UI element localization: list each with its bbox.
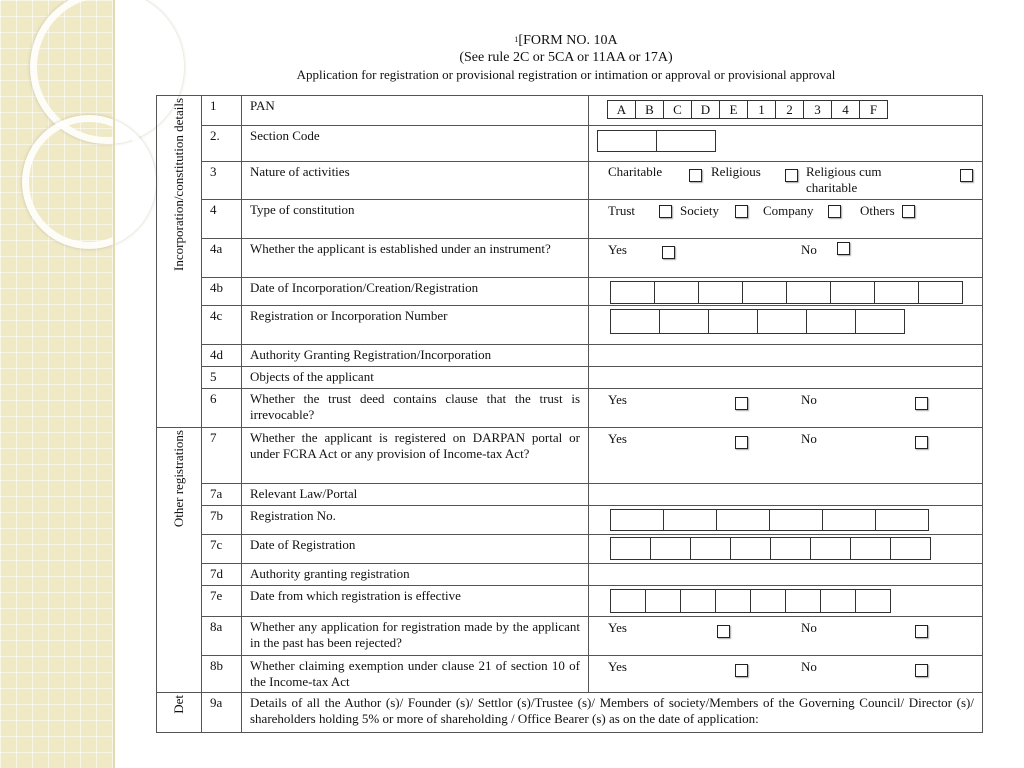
checkbox-religious-charitable[interactable] — [960, 169, 973, 182]
footnote-marker: 1 — [514, 35, 519, 44]
row-number: 1 — [202, 96, 242, 126]
yes-label: Yes — [608, 659, 627, 674]
checkbox-company[interactable] — [828, 205, 841, 218]
table-row — [157, 96, 983, 126]
row-number: 7e — [202, 586, 242, 617]
registration-number-field — [589, 306, 983, 345]
registration-no-box[interactable] — [769, 509, 823, 531]
row-label: Relevant Law/Portal — [242, 484, 589, 506]
option-religious-charitable-label: Religious cum charitable — [806, 164, 882, 195]
table-row — [157, 345, 983, 367]
row-number: 6 — [202, 389, 242, 428]
yes-no-options — [589, 656, 983, 693]
row-number: 9a — [202, 693, 242, 733]
form-table — [156, 95, 983, 733]
row-number: 7d — [202, 564, 242, 586]
table-row — [157, 428, 983, 484]
registration-number-box[interactable] — [708, 309, 758, 334]
option-company-label: Company — [763, 203, 814, 218]
row-label: Date from which registration is effective — [242, 586, 589, 617]
pan-char-box[interactable]: 3 — [803, 100, 832, 119]
row-number: 4c — [202, 306, 242, 345]
date-digit-box[interactable] — [742, 281, 787, 304]
form-title — [160, 32, 972, 49]
section-label-incorporation: Incorporation/constitution details — [157, 96, 202, 428]
row-number: 8b — [202, 656, 242, 693]
row-label: Objects of the applicant — [242, 367, 589, 389]
pan-char-box[interactable]: C — [663, 100, 692, 119]
no-label: No — [801, 659, 817, 674]
relevant-law-field[interactable] — [589, 484, 983, 506]
checkbox-no[interactable] — [915, 625, 928, 638]
registration-no-box[interactable] — [610, 509, 664, 531]
registration-number-box[interactable] — [757, 309, 807, 334]
table-row — [157, 389, 983, 428]
row-number: 3 — [202, 162, 242, 200]
registration-number-box[interactable] — [610, 309, 660, 334]
date-digit-box[interactable] — [698, 281, 743, 304]
registration-no-box[interactable] — [822, 509, 876, 531]
row-label: Authority Granting Registration/Incorporation — [242, 345, 589, 367]
yes-label: Yes — [608, 620, 627, 635]
yes-label: Yes — [608, 431, 627, 446]
checkbox-yes[interactable] — [735, 436, 748, 449]
no-label: No — [801, 242, 817, 257]
row-label: Authority granting registration — [242, 564, 589, 586]
row-number: 4a — [202, 239, 242, 278]
date-digit-box[interactable] — [690, 537, 731, 560]
date-digit-box[interactable] — [654, 281, 699, 304]
option-religious-label: Religious — [711, 164, 761, 179]
checkbox-others[interactable] — [902, 205, 915, 218]
row-label: PAN — [242, 96, 589, 126]
registration-date-field — [589, 535, 983, 564]
checkbox-no[interactable] — [837, 242, 850, 255]
row-number: 7c — [202, 535, 242, 564]
row-number: 7 — [202, 428, 242, 484]
row-number: 7a — [202, 484, 242, 506]
checkbox-yes[interactable] — [735, 664, 748, 677]
row-label: Whether the applicant is established under an instrument? — [242, 239, 589, 278]
registration-no-box[interactable] — [875, 509, 929, 531]
row-number: 8a — [202, 617, 242, 656]
date-digit-box[interactable] — [610, 537, 651, 560]
checkbox-charitable[interactable] — [689, 169, 702, 182]
pan-field — [589, 96, 983, 126]
date-field — [589, 278, 983, 306]
row-label: Date of Registration — [242, 535, 589, 564]
yes-label: Yes — [608, 392, 627, 407]
yes-label: Yes — [608, 242, 627, 257]
row-label: Details of all the Author (s)/ Founder (s)/ Settlor (s)/Trustee (s)/ Members of society/Members of the Governing Council/ Director (s)/ shareholders holding 5% or more of shareholding / Office Bearer (s) as on the date of application: — [242, 693, 983, 733]
date-digit-box[interactable] — [715, 589, 751, 613]
table-row — [157, 693, 983, 733]
authority-granting-field[interactable] — [589, 564, 983, 586]
date-digit-box[interactable] — [890, 537, 931, 560]
table-row — [157, 200, 983, 239]
table-row — [157, 586, 983, 617]
date-digit-box[interactable] — [918, 281, 963, 304]
table-row — [157, 617, 983, 656]
row-label: Whether the trust deed contains clause that the trust is irrevocable? — [242, 389, 589, 428]
checkbox-yes[interactable] — [717, 625, 730, 638]
checkbox-yes[interactable] — [662, 246, 675, 259]
date-digit-box[interactable] — [830, 281, 875, 304]
date-digit-box[interactable] — [874, 281, 919, 304]
table-row — [157, 367, 983, 389]
decorative-ring — [22, 115, 156, 249]
row-number: 4b — [202, 278, 242, 306]
effective-date-field — [589, 586, 983, 617]
decorative-edge — [113, 0, 115, 768]
section-code-box[interactable] — [597, 130, 657, 152]
table-row — [157, 126, 983, 162]
option-trust-label: Trust — [608, 203, 635, 218]
row-number: 5 — [202, 367, 242, 389]
row-label: Registration No. — [242, 506, 589, 535]
pan-char-box[interactable]: 1 — [747, 100, 776, 119]
yes-no-options — [589, 239, 983, 278]
checkbox-no[interactable] — [915, 436, 928, 449]
row-label: Registration or Incorporation Number — [242, 306, 589, 345]
date-digit-box[interactable] — [810, 537, 851, 560]
table-row — [157, 162, 983, 200]
row-label: Date of Incorporation/Creation/Registration — [242, 278, 589, 306]
checkbox-trust[interactable] — [659, 205, 672, 218]
section-label-other-registrations: Other registrations — [157, 428, 202, 693]
row-number: 7b — [202, 506, 242, 535]
table-row — [157, 484, 983, 506]
date-digit-box[interactable] — [770, 537, 811, 560]
checkbox-society[interactable] — [735, 205, 748, 218]
table-row — [157, 564, 983, 586]
registration-no-box[interactable] — [663, 509, 717, 531]
pan-char-box[interactable]: 2 — [775, 100, 804, 119]
row-label: Whether the applicant is registered on DARPAN portal or under FCRA Act or any provision of Income-tax Act? — [242, 428, 589, 484]
table-row — [157, 535, 983, 564]
no-label: No — [801, 431, 817, 446]
yes-no-options — [589, 389, 983, 428]
no-label: No — [801, 620, 817, 635]
date-digit-box[interactable] — [645, 589, 681, 613]
date-digit-box[interactable] — [855, 589, 891, 613]
registration-number-box[interactable] — [659, 309, 709, 334]
table-row — [157, 239, 983, 278]
section-code-box[interactable] — [656, 130, 716, 152]
date-digit-box[interactable] — [650, 537, 691, 560]
table-row — [157, 278, 983, 306]
form-description: Application for registration or provisional registration or intimation or approval or provisional approval — [296, 67, 836, 82]
registration-no-field — [589, 506, 983, 535]
row-label: Whether claiming exemption under clause 21 of section 10 of the Income-tax Act — [242, 656, 589, 693]
pan-char-box[interactable]: A — [607, 100, 636, 119]
form-subtitle: (See rule 2C or 5CA or 11AA or 17A) — [459, 50, 673, 65]
objects-field[interactable] — [589, 367, 983, 389]
constitution-options — [589, 200, 983, 239]
yes-no-options — [589, 617, 983, 656]
row-label: Whether any application for registration made by the applicant in the past has been rejected? — [242, 617, 589, 656]
checkbox-no[interactable] — [915, 664, 928, 677]
pan-char-box[interactable]: E — [719, 100, 748, 119]
row-number: 4d — [202, 345, 242, 367]
pan-char-box[interactable]: 4 — [831, 100, 860, 119]
yes-no-options — [589, 428, 983, 484]
section-code-field — [589, 126, 983, 162]
date-digit-box[interactable] — [850, 537, 891, 560]
date-digit-box[interactable] — [610, 589, 646, 613]
pan-char-box[interactable]: B — [635, 100, 664, 119]
row-label: Section Code — [242, 126, 589, 162]
checkbox-no[interactable] — [915, 397, 928, 410]
registration-number-box[interactable] — [855, 309, 905, 334]
option-society-label: Society — [680, 203, 719, 218]
date-digit-box[interactable] — [786, 281, 831, 304]
row-number: 2. — [202, 126, 242, 162]
table-row — [157, 306, 983, 345]
no-label: No — [801, 392, 817, 407]
row-label: Type of constitution — [242, 200, 589, 239]
section-label-details: Det — [157, 693, 202, 733]
checkbox-religious[interactable] — [785, 169, 798, 182]
option-others-label: Others — [860, 203, 895, 218]
pan-char-box[interactable]: D — [691, 100, 720, 119]
form-title-text: [FORM NO. 10A — [518, 33, 618, 48]
registration-number-box[interactable] — [806, 309, 856, 334]
date-digit-box[interactable] — [730, 537, 771, 560]
date-digit-box[interactable] — [610, 281, 655, 304]
row-number: 4 — [202, 200, 242, 239]
decorative-background — [0, 0, 113, 768]
authority-field[interactable] — [589, 345, 983, 367]
date-digit-box[interactable] — [680, 589, 716, 613]
date-digit-box[interactable] — [750, 589, 786, 613]
table-row — [157, 506, 983, 535]
date-digit-box[interactable] — [820, 589, 856, 613]
activities-options — [589, 162, 983, 200]
row-label: Nature of activities — [242, 162, 589, 200]
option-charitable-label: Charitable — [608, 164, 663, 179]
checkbox-yes[interactable] — [735, 397, 748, 410]
table-row — [157, 656, 983, 693]
pan-char-box[interactable]: F — [859, 100, 888, 119]
registration-no-box[interactable] — [716, 509, 770, 531]
date-digit-box[interactable] — [785, 589, 821, 613]
